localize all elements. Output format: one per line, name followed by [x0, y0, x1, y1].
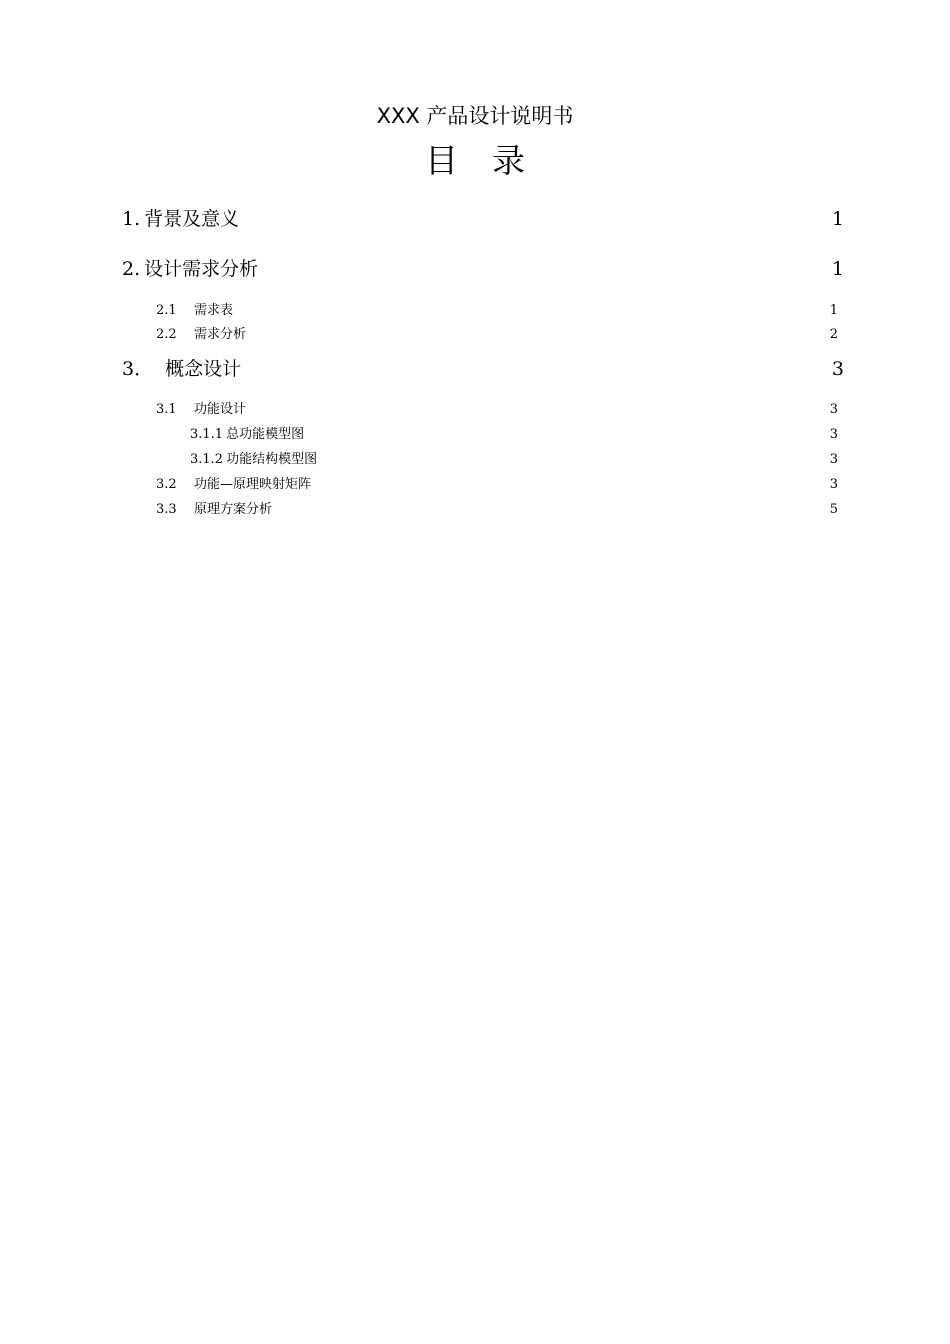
toc-entry-page: 3: [829, 452, 838, 467]
toc-entry-page: 2: [829, 327, 838, 342]
toc-entry-label: 功能结构模型图: [226, 452, 318, 467]
toc-entry-number: 3.2: [156, 477, 177, 492]
toc-heading: [0, 139, 950, 183]
toc-entry-number: 3.1.1: [190, 427, 224, 442]
toc-entry-label: 概念设计: [165, 358, 242, 380]
toc-entry-label: 总功能模型图: [226, 427, 305, 442]
toc-entry-label: 背景及意义: [144, 208, 240, 230]
toc-entry-label: 功能—原理映射矩阵: [194, 477, 312, 492]
toc-entry-3-1-2[interactable]: [190, 451, 838, 469]
toc-entry-page: 5: [829, 502, 838, 517]
toc-entry-page: 3: [829, 402, 838, 417]
toc-entry-page: 3: [829, 477, 838, 492]
toc-entry-label: 需求分析: [194, 327, 247, 342]
toc-entry-page: 1: [831, 258, 844, 280]
document-title: XXX 产品设计说明书: [376, 104, 574, 128]
toc-entry-label: 原理方案分析: [194, 502, 273, 517]
toc-entry-3-2[interactable]: [156, 476, 838, 494]
toc-entry-1[interactable]: [122, 206, 844, 232]
toc-entry-number: 2.: [122, 258, 141, 280]
toc-entry-number: 3.1: [156, 402, 177, 417]
toc-entry-number: 3．: [122, 358, 154, 380]
toc-entry-page: 3: [831, 358, 844, 380]
toc-entry-3-1-1[interactable]: [190, 426, 838, 444]
toc-entry-page: 1: [831, 208, 844, 230]
toc-entry-label: 需求表: [194, 303, 234, 318]
toc-entry-page: 1: [829, 303, 838, 318]
toc-heading-char-1: 目: [425, 141, 458, 180]
toc-entry-label: 功能设计: [194, 402, 247, 417]
toc-heading-char-2: 录: [492, 141, 525, 180]
toc-entry-number: 2.1: [156, 303, 177, 318]
toc-entry-2[interactable]: [122, 256, 844, 282]
toc-entry-2-1[interactable]: [156, 302, 838, 320]
toc-entry-number: 3.1.2: [190, 452, 224, 467]
toc-entry-number: 1.: [122, 208, 141, 230]
toc-entry-3-3[interactable]: [156, 501, 838, 519]
toc-entry-number: 3.3: [156, 502, 177, 517]
toc-entry-number: 2.2: [156, 327, 177, 342]
toc-entry-3[interactable]: [122, 356, 844, 382]
toc-entry-2-2[interactable]: [156, 326, 838, 344]
toc-entry-page: 3: [829, 427, 838, 442]
toc-entry-label: 设计需求分析: [144, 258, 259, 280]
toc-entry-3-1[interactable]: [156, 401, 838, 419]
